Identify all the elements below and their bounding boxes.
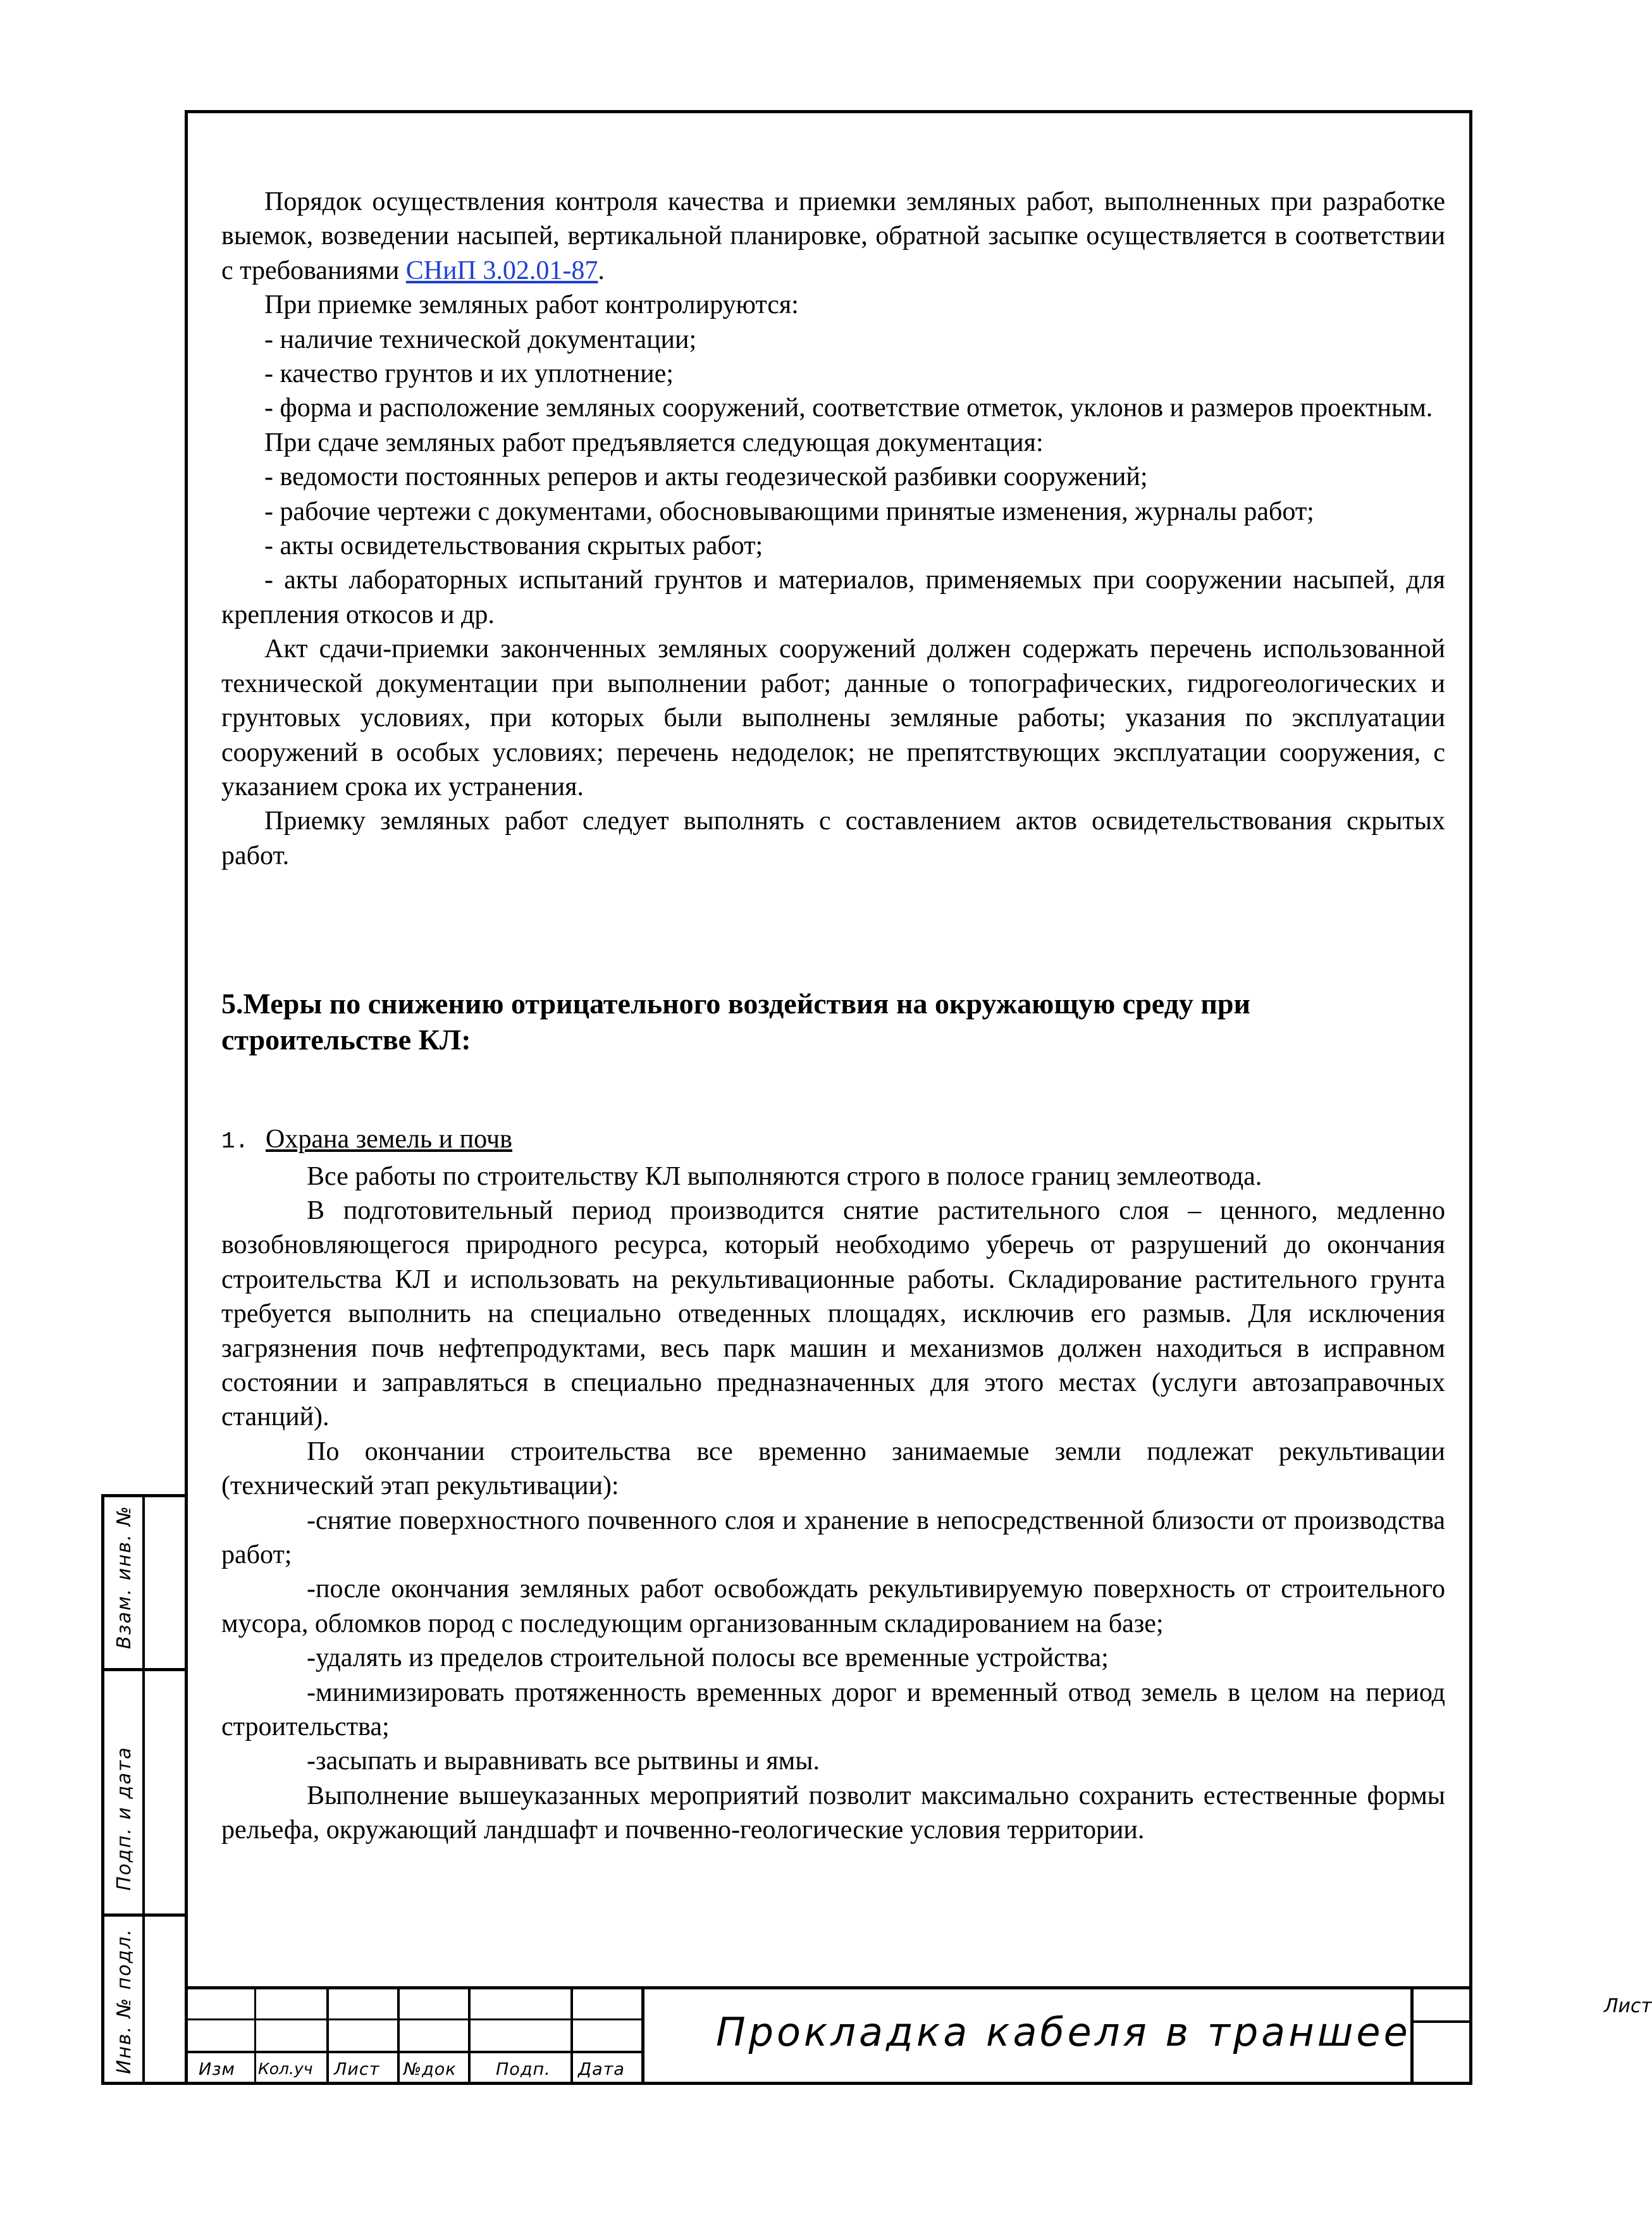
- list-item: -снятие поверхностного почвенного слоя и хранение в непосредственной близости от производства работ;: [221, 1505, 1445, 1569]
- snip-link[interactable]: СНиП 3.02.01-87: [405, 256, 598, 285]
- section-heading: 5.Меры по снижению отрицательного воздействия на окружающую среду при строительстве КЛ:: [221, 987, 1250, 1056]
- ndok-label: №док: [404, 2060, 457, 2079]
- numbered-item: [221, 1122, 1445, 1159]
- item-title: Охрана земель и почв: [266, 1125, 512, 1154]
- list-item: - качество грунтов и их уплотнение;: [264, 359, 674, 389]
- item-number: 1.: [221, 1128, 249, 1155]
- list-item: - ведомости постоянных реперов и акты геодезической разбивки сооружений;: [264, 462, 1148, 492]
- paragraph: По окончании строительства все временно занимаемые земли подлежат рекультивации (технический этап рекультивации):: [221, 1437, 1445, 1501]
- koluch-label: Кол.уч: [258, 2060, 313, 2078]
- paragraph: [221, 185, 1445, 288]
- list-item: - форма и расположение земляных сооружений, соответствие отметок, уклонов и размеров проектным.: [264, 393, 1433, 423]
- list-label: Лист: [334, 2060, 380, 2079]
- list-item: -минимизировать протяженность временных дорог и временный отвод земель в целом на период строительства;: [221, 1678, 1445, 1742]
- document-title: Прокладка кабеля в траншее: [716, 2009, 1411, 2055]
- paragraph-text: .: [598, 256, 605, 285]
- list-item: - наличие технической документации;: [264, 325, 697, 354]
- paragraph: При приемке земляных работ контролируются:: [264, 290, 799, 320]
- paragraph: Все работы по строительству КЛ выполняются строго в полосе границ землеотвода.: [307, 1161, 1262, 1191]
- list-item: - акты освидетельствования скрытых работ;: [264, 531, 763, 561]
- list-item: - акты лабораторных испытаний грунтов и материалов, применяемых при сооружении насыпей, для крепления откосов и др.: [221, 566, 1445, 629]
- izm-label: Изм: [199, 2060, 235, 2079]
- paragraph: Акт сдачи-приемки законченных земляных сооружений должен содержать перечень использованной технической документации при выполнении работ; данные о топографических, гидрогеологических и грунтовых условиях, при которых были выполнены земляные работы; указания по эксплуатации сооружений в особых условиях; перечень недоделок; не препятствующих эксплуатации сооружения, с указанием срока их устранения.: [221, 634, 1445, 801]
- list-item: - рабочие чертежи с документами, обосновывающими принятые изменения, журналы работ;: [264, 497, 1314, 526]
- side-stamp: [101, 1494, 185, 2085]
- paragraph-text: Порядок осуществления контроля качества и приемки земляных работ, выполненных при разработке выемок, возведении насыпей, вертикальной планировке, обратной засыпке осуществляется в соответствии с требованиями: [221, 187, 1445, 285]
- document-body: [221, 185, 1445, 1848]
- list-item: -удалять из пределов строительной полосы все временные устройства;: [307, 1643, 1109, 1673]
- data-label: Дата: [578, 2060, 625, 2079]
- paragraph: В подготовительный период производится снятие растительного слоя – ценного, медленно возобновляющегося природного ресурса, который необходимо уберечь от разрушений до окончания строительства КЛ и использовать на рекультивационные работы. Складирование растительного грунта требуется выполнить на специально отведенных площадях, исключив его размыв. Для исключения загрязнения почв нефтепродуктами, весь парк машин и механизмов должен находиться в исправном состоянии и заправляться в специально предназначенных для этого местах (услуги автозаправочных станций).: [221, 1196, 1445, 1432]
- list-item: -после окончания земляных работ освобождать рекультивируемую поверхность от строительного мусора, обломков пород с последующим организованным складированием на базе;: [221, 1574, 1445, 1638]
- sheet-label: Лист: [1604, 1995, 1652, 2017]
- podp-data-label: Подп. и дата: [113, 1746, 135, 1891]
- list-item: -засыпать и выравнивать все рытвины и ямы.: [307, 1746, 820, 1776]
- paragraph: Приемку земляных работ следует выполнять с составлением актов освидетельствования скрытых работ.: [221, 807, 1445, 870]
- podp-label: Подп.: [496, 2060, 551, 2079]
- paragraph: Выполнение вышеуказанных мероприятий позволит максимально сохранить естественные формы рельефа, окружающий ландшафт и почвенно-геологические условия территории.: [221, 1781, 1445, 1845]
- vzam-inv-label: Взам. инв. №: [113, 1505, 135, 1649]
- inv-podl-label: Инв. № подл.: [113, 1928, 135, 2074]
- title-block: [185, 1986, 1652, 2085]
- paragraph: При сдаче земляных работ предъявляется следующая документация:: [264, 428, 1044, 457]
